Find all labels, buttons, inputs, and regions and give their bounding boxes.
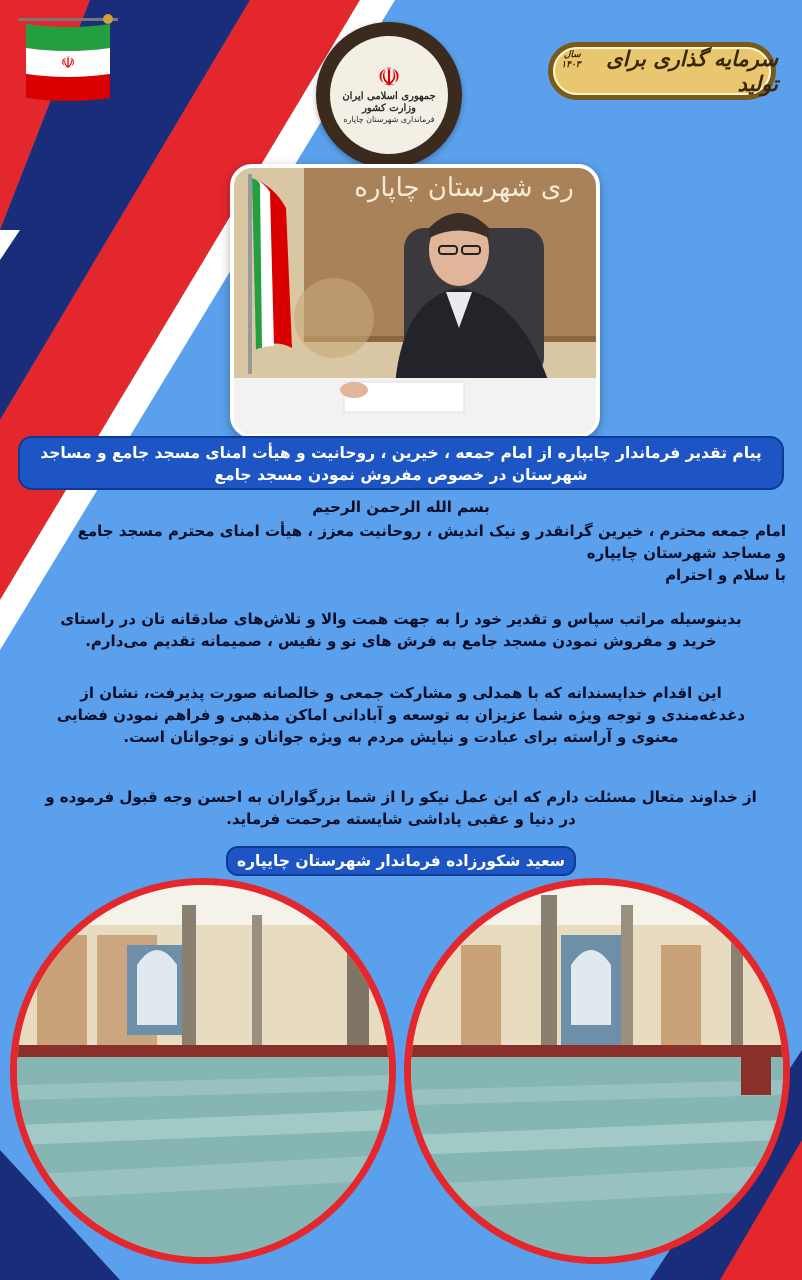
para2-line3: معنوی و آراسته برای عبادت و نیایش مردم به ویژه جوانان و نوجوانان است.: [123, 728, 679, 746]
governor-photo-illustration: [234, 168, 596, 434]
lion-emblem-icon: ☫: [60, 53, 76, 72]
message-title: [18, 436, 784, 490]
para3-line1: از خداوند متعال مسئلت دارم که این عمل نیکو را از شما بزرگواران به احسن وجه قبول فرموده و: [45, 788, 757, 806]
iran-flag: [18, 12, 118, 104]
para1-line1: بدینوسیله مراتب سپاس و تقدیر خود را به جهت همت والا و تلاش‌های صادقانه تان در راستای: [60, 610, 742, 628]
seal-line-2: وزارت کشور: [362, 103, 416, 115]
paragraph-2: [16, 682, 786, 748]
slogan-text: [546, 40, 778, 102]
title-line-2: شهرستان در خصوص مفروش نمودن مسجد جامع: [214, 466, 588, 484]
slogan-year: سال ۱۴۰۳: [561, 50, 581, 70]
slogan-main: سرمایه گذاری برای تولید: [606, 46, 778, 96]
para2-line1: این اقدام خداپسندانه که با همدلی و مشارکت جمعی و خالصانه صورت پذیرفت، نشان از: [80, 684, 722, 702]
salutation-line-1: امام جمعه محترم ، خیرین گرانقدر و نیک اندیش ، روحانیت معزز ، هیأت امنای محترم مسجد جامع: [77, 522, 786, 540]
para2-line2: دغدغه‌مندی و توجه ویژه شما عزیزان به توسعه و آبادانی اماکن مذهبی و فراهم نمودن فضایی: [56, 706, 746, 724]
mosque-interior-photo-right: [404, 878, 790, 1264]
mosque-left-illustration: [17, 885, 389, 1257]
mosque-right-illustration: [411, 885, 783, 1257]
para3-line2: در دنیا و عقبی پاداشی شایسته مرحمت فرماید.: [226, 810, 576, 828]
seal-line-1: جمهوری اسلامی ایران: [342, 91, 436, 103]
title-line-1: پیام تقدیر فرماندار چایپاره از امام جمعه ، خیرین ، روحانیت و هیأت امنای مسجد جامع و مساجد: [40, 444, 762, 462]
seal-line-3: فرمانداری شهرستان چاپاره: [343, 115, 435, 125]
flag-icon: [18, 12, 118, 104]
bismillah: بسم الله الرحمن الرحیم: [312, 498, 490, 516]
paragraph-3: [16, 786, 786, 830]
year-slogan-badge: [546, 40, 778, 102]
signature-badge: سعید شکورزاده فرماندار شهرستان چایپاره: [226, 846, 576, 876]
emblem-icon: ☫: [377, 63, 401, 94]
greeting: با سلام و احترام: [665, 566, 786, 584]
salutation: [16, 520, 786, 586]
mosque-interior-photo-left: [10, 878, 396, 1264]
paragraph-1: [16, 608, 786, 652]
ministry-seal: [316, 22, 462, 168]
governor-photo: [230, 164, 600, 438]
seal-inner: [330, 36, 448, 154]
para1-line2: خرید و مفروش نمودن مسجد جامع به فرش های نو و نفیس ، صمیمانه تقدیم می‌دارم.: [85, 632, 717, 650]
wall-sign: ری شهرستان چاپاره: [354, 173, 574, 203]
salutation-line-2: و مساجد شهرستان چایپاره: [586, 544, 786, 562]
